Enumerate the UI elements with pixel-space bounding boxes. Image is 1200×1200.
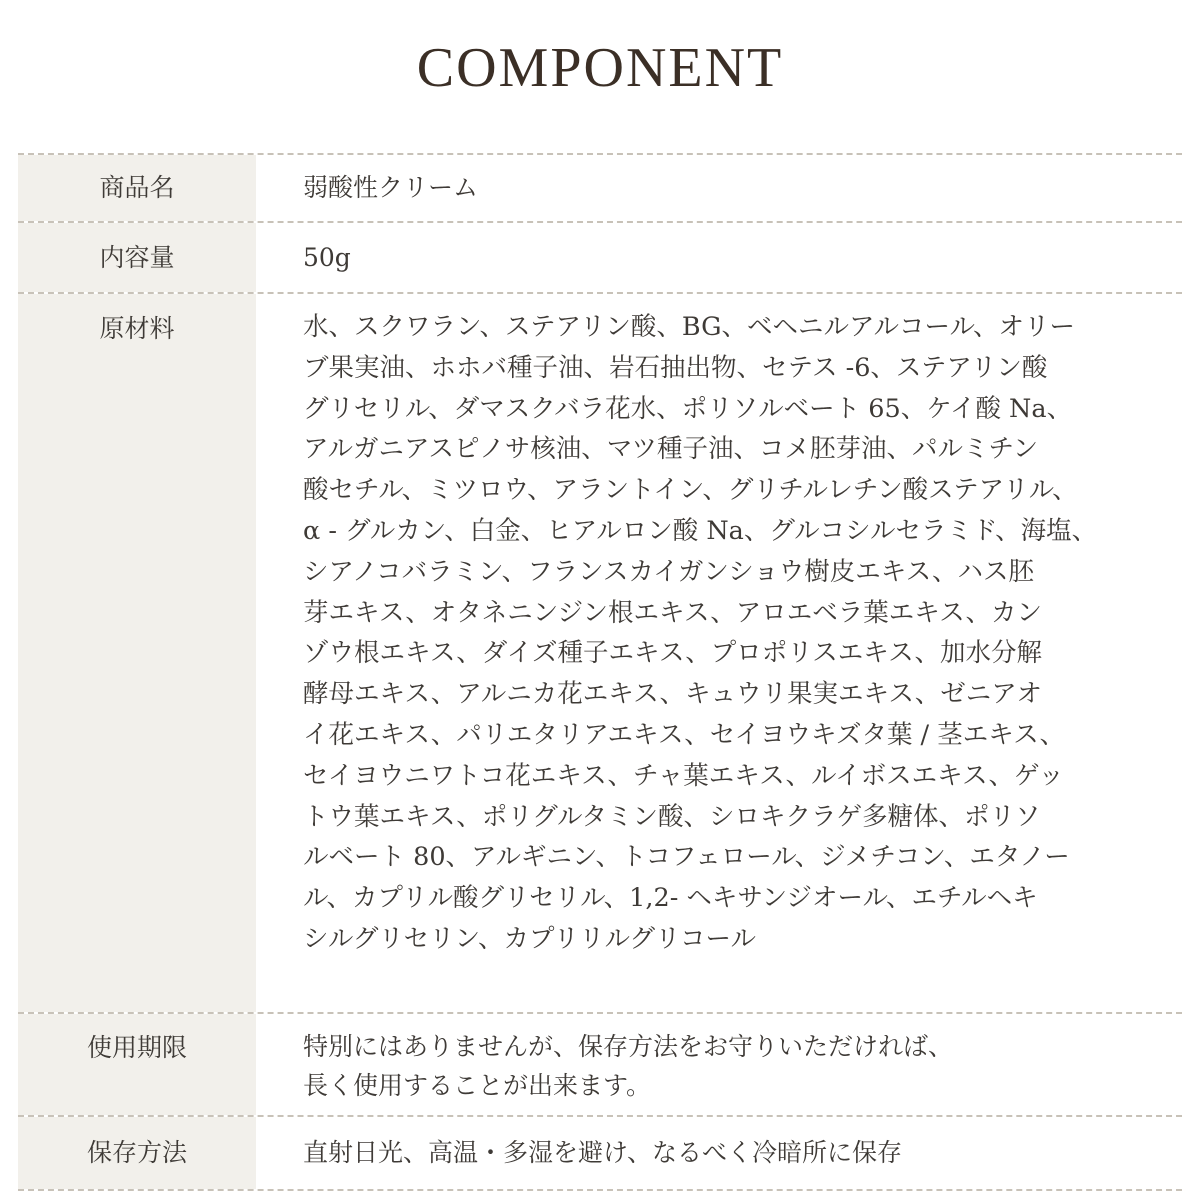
component-table [18,153,1182,1191]
row-ingredients [18,292,1182,1012]
expiry-line: 長く使用することが出来ます。 [303,1071,652,1100]
ingredients-line: シルグリセリン、カプリリルグリコール [303,923,757,954]
row-storage [18,1115,1182,1191]
storage-label: 保存方法 [18,1117,256,1189]
row-expiry [18,1012,1182,1115]
page-title: COMPONENT [416,37,784,99]
ingredients-line: アルガニアスピノサ核油、マツ種子油、コメ胚芽油、パルミチン [303,434,1039,465]
ingredients-line: 水、スクワラン、ステアリン酸、BG、ベヘニルアルコール、オリー [303,312,1075,342]
ingredients-line: イ花エキス、パリエタリアエキス、セイヨウキズタ葉 / 茎エキス、 [303,719,1066,750]
volume-label: 内容量 [18,223,256,292]
ingredients-line: ル、カプリル酸グリセリル、1,2- ヘキサンジオール、エチルヘキ [303,883,1038,914]
ingredients-line: セイヨウニワトコ花エキス、チャ葉エキス、ルイボスエキス、ゲッ [303,760,1064,791]
ingredients-line: グリセリル、ダマスクバラ花水、ポリソルベート 65、ケイ酸 Na、 [303,393,1073,424]
product-name-label: 商品名 [18,155,256,221]
storage-value: 直射日光、高温・多湿を避け、なるべく冷暗所に保存 [303,1138,903,1167]
ingredients-line: 酵母エキス、アルニカ花エキス、キュウリ果実エキス、ゼニアオ [303,679,1042,710]
row-volume [18,221,1182,292]
ingredients-line: シアノコバラミン、フランスカイガンショウ樹皮エキス、ハス胚 [303,556,1034,587]
expiry-value [256,1014,1182,1115]
ingredients-line: ゾウ根エキス、ダイズ種子エキス、プロポリスエキス、加水分解 [303,638,1042,669]
ingredients-line: ブ果実油、ホホバ種子油、岩石抽出物、セテス -6、ステアリン酸 [303,352,1048,383]
ingredients-value [256,294,1182,1012]
expiry-line: 特別にはありませんが、保存方法をお守りいただければ、 [303,1032,954,1061]
expiry-label: 使用期限 [18,1014,256,1115]
ingredients-line: ルベート 80、アルギニン、トコフェロール、ジメチコン、エタノー [303,842,1070,873]
ingredients-label: 原材料 [18,294,256,1012]
product-name-value: 弱酸性クリーム [303,173,479,202]
ingredients-line: 芽エキス、オタネニンジン根エキス、アロエベラ葉エキス、カン [303,597,1042,628]
volume-value: 50g [303,243,351,272]
ingredients-line: 酸セチル、ミツロウ、アラントイン、グリチルレチン酸ステアリル、 [303,475,1078,506]
row-product-name [18,153,1182,221]
ingredients-line: トウ葉エキス、ポリグルタミン酸、シロキクラゲ多糖体、ポリソ [303,801,1041,832]
ingredients-line: α - グルカン、白金、ヒアルロン酸 Na、グルコシルセラミド、海塩、 [303,515,1098,546]
